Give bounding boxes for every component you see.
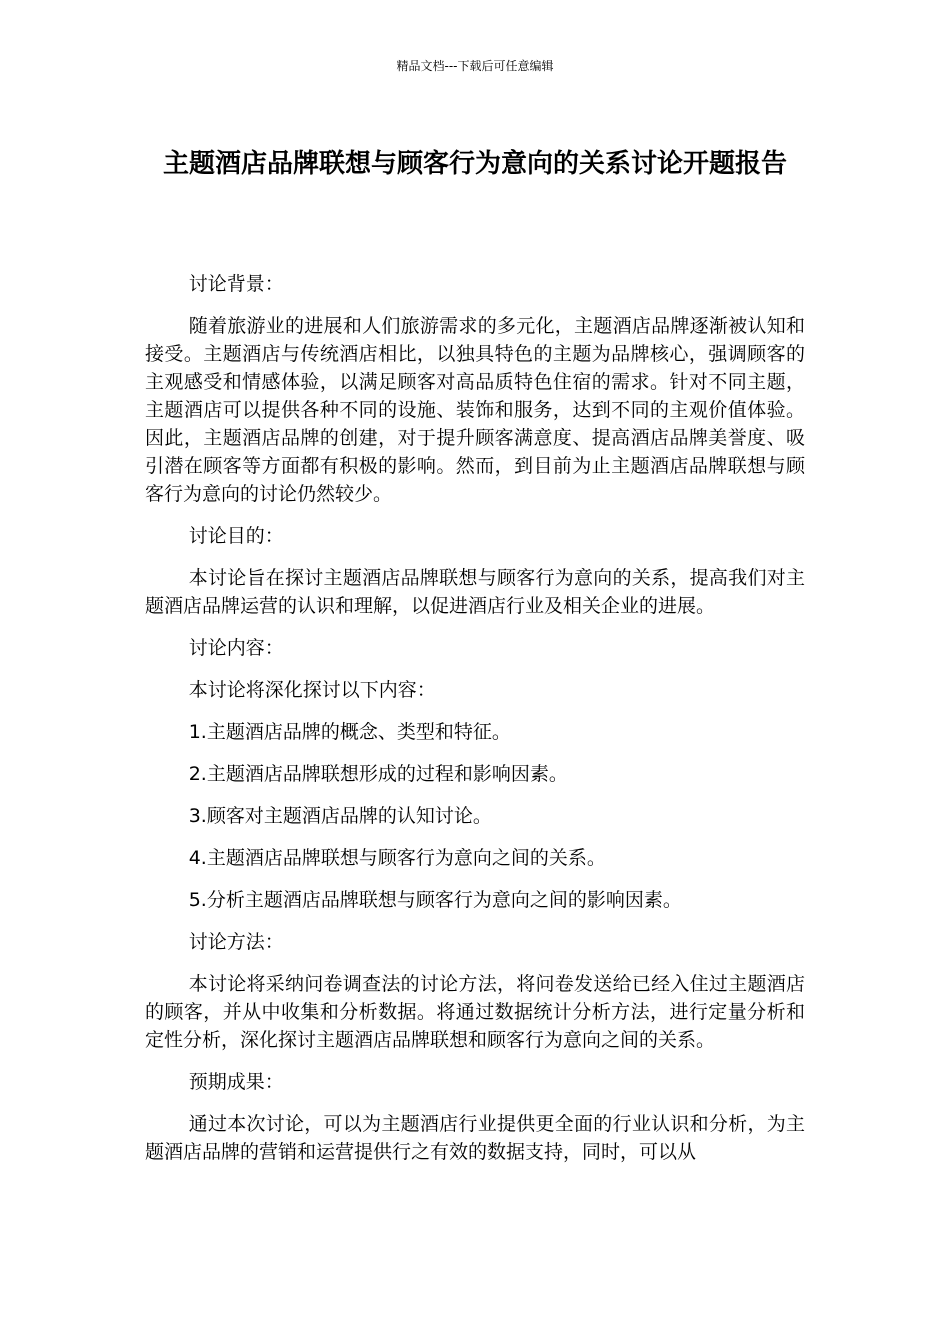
- background-heading: 讨论背景：: [188, 273, 284, 295]
- purpose-paragraph: 本讨论旨在探讨主题酒店品牌联想与顾客行为意向的关系，提高我们对主题酒店品牌运营的认识和理解，以促进酒店行业及相关企业的进展。: [145, 567, 805, 617]
- method-paragraph: 本讨论将采纳问卷调查法的讨论方法，将问卷发送给已经入住过主题酒店的顾客，并从中收集和分析数据。将通过数据统计分析方法，进行定量分析和定性分析，深化探讨主题酒店品牌联想和顾客行为意向之间的关系。: [145, 973, 805, 1051]
- content-item-1: 1.主题酒店品牌的概念、类型和特征。: [188, 721, 511, 743]
- content-item-4: 4.主题酒店品牌联想与顾客行为意向之间的关系。: [188, 847, 606, 869]
- background-paragraph: 随着旅游业的进展和人们旅游需求的多元化，主题酒店品牌逐渐被认知和接受。主题酒店与传统酒店相比，以独具特色的主题为品牌核心，强调顾客的主观感受和情感体验，以满足顾客对高品质特色住宿的需求。针对不同主题，主题酒店可以提供各种不同的设施、装饰和服务，达到不同的主观价值体验。因此，主题酒店品牌的创建，对于提升顾客满意度、提高酒店品牌美誉度、吸引潜在顾客等方面都有积极的影响。然而，到目前为止主题酒店品牌联想与顾客行为意向的讨论仍然较少。: [145, 315, 805, 505]
- document-body: [145, 270, 805, 1180]
- purpose-heading: 讨论目的：: [188, 525, 284, 547]
- page-header: 精品文档---下载后可任意编辑: [396, 59, 554, 73]
- content-item-2: 2.主题酒店品牌联想形成的过程和影响因素。: [188, 763, 568, 785]
- outcome-heading: 预期成果：: [188, 1071, 284, 1093]
- content-intro: 本讨论将深化探讨以下内容：: [188, 679, 436, 701]
- method-heading: 讨论方法：: [188, 931, 284, 953]
- outcome-paragraph: 通过本次讨论，可以为主题酒店行业提供更全面的行业认识和分析，为主题酒店品牌的营销和运营提供行之有效的数据支持，同时，可以从: [145, 1113, 805, 1163]
- document-title: 主题酒店品牌联想与顾客行为意向的关系讨论开题报告: [162, 149, 787, 179]
- content-item-5: 5.分析主题酒店品牌联想与顾客行为意向之间的影响因素。: [188, 889, 682, 911]
- content-item-3: 3.顾客对主题酒店品牌的认知讨论。: [188, 805, 492, 827]
- content-heading: 讨论内容：: [188, 637, 284, 659]
